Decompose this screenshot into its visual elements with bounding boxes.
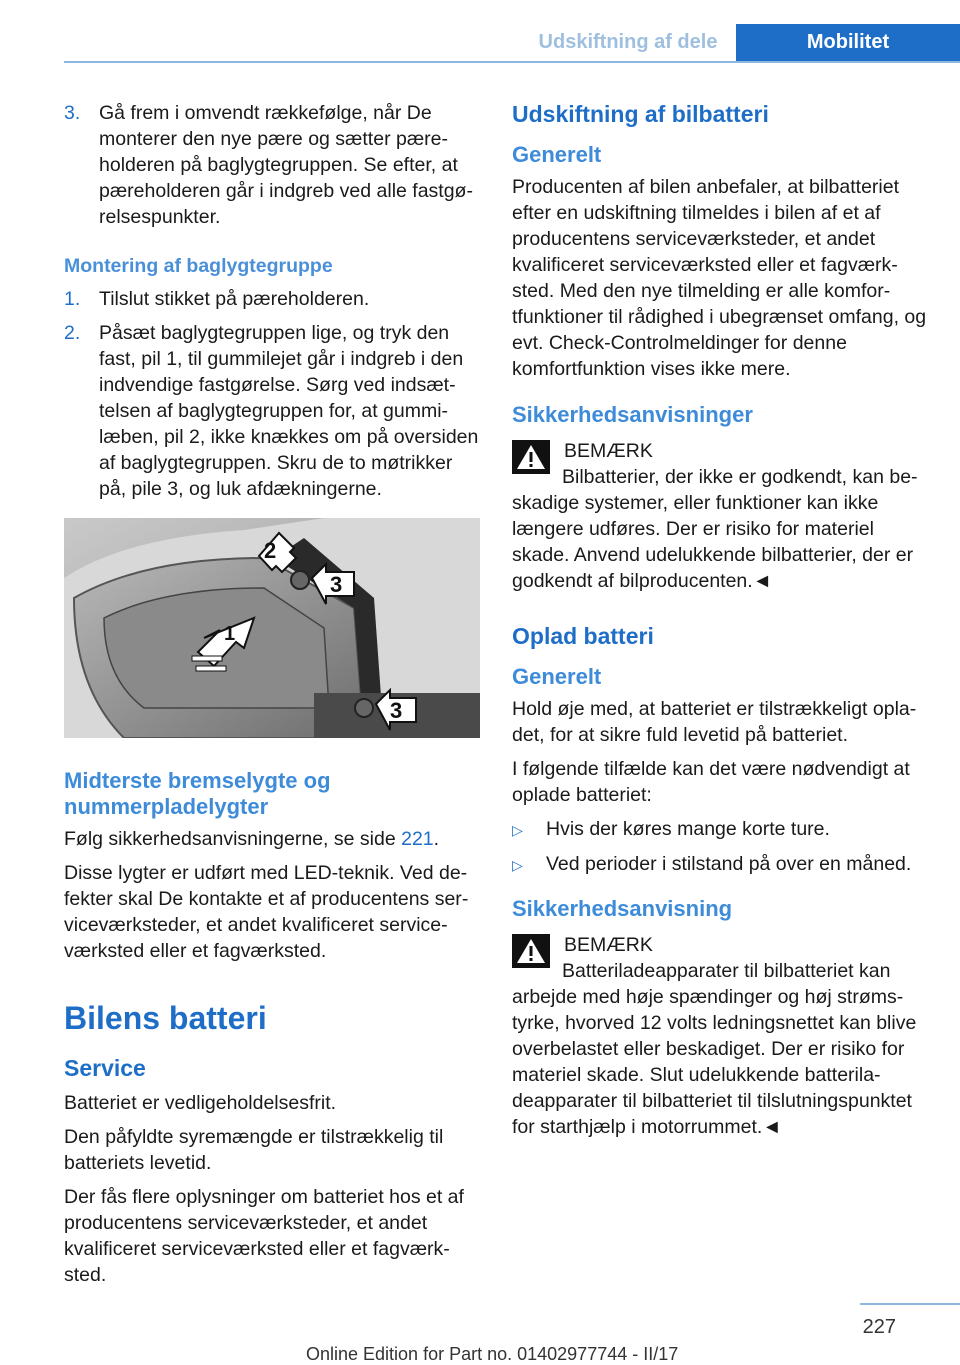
arrow-label-3: 3	[390, 698, 403, 723]
step-text: Gå frem i omvendt rækkefølge, når De monterer den nye pære og sætter pæreholderen på baglygtegruppen. Se efter, at pæreholderen går i indgreb ved alle fastgørelsespunkter.	[99, 102, 473, 228]
warning-label: BEMÆRK	[564, 934, 653, 956]
left-column	[64, 100, 480, 1296]
arrow-label-2: 2	[264, 538, 277, 563]
header-chapter-tab[interactable]: Mobilitet	[736, 24, 960, 61]
charge-battery-heading: Oplad batteri	[512, 623, 654, 649]
page-link[interactable]: 221	[401, 828, 434, 850]
safety-heading-2: Sikkerhedsanvisning	[512, 896, 733, 921]
step-number: 2.	[64, 322, 81, 344]
led-paragraph: Disse lygter er udført med LED-teknik. Ved defekter skal De kontakte et af producentens serviceværksteder, et andet kvalificeret serviceværksted eller et fagværksted.	[64, 862, 469, 962]
general-heading: Generelt	[512, 664, 602, 689]
bullet-triangle-icon: ▷	[512, 822, 523, 838]
service-paragraph: Der fås flere oplysninger om batteriet hos et af producentens serviceværksteder, et andet kvalificeret serviceværksted eller et fagværksted.	[64, 1186, 464, 1286]
service-paragraph: Den påfyldte syremængde er tilstrækkelig til batteriets levetid.	[64, 1126, 444, 1174]
service-paragraph: Batteriet er vedligeholdelsesfrit.	[64, 1092, 337, 1114]
step-text: Tilslut stikket på pæreholderen.	[99, 288, 370, 310]
arrow-label-3: 3	[330, 572, 343, 597]
step-number: 3.	[64, 102, 81, 124]
warning-triangle-icon	[512, 440, 550, 474]
list-item: ▷ Hvis der køres mange korte ture.	[512, 816, 928, 843]
tail-light-figure	[64, 518, 480, 738]
arrow-label-1: 1	[224, 623, 236, 645]
tail-light-illustration	[64, 518, 480, 738]
replace-battery-heading: Udskiftning af bilbatteri	[512, 101, 769, 127]
step-text: Påsæt baglygtegruppen lige, og tryk den fast, pil 1, til gummilejet går i indgreb i den indvendige fastgørelse. Sørg ved indsættelsen af baglygtegruppen for, at gummilæben, pil 2, ikke knækkes om på oversiden af baglygtegruppen. Skru de to møtrikker på, pile 3, og luk afdækningerne.	[99, 322, 479, 500]
right-column	[512, 100, 928, 1148]
edition-text: Online Edition for Part no. 01402977744 - II/17	[306, 1344, 679, 1364]
warning-text: Batteriladeapparater til bilbatteriet kan arbejde med høje spændinger og høj strømstyrke, hvorved 12 volts ledningsnettet kan blive overbelastet eller beskadiget. Der er risiko for materiel skade. Slut udelukkende batteriladeapparater til bilbatteriet til tilslutningspunktet for starthjælp i motorrummet.◄	[512, 960, 917, 1138]
warning-box	[512, 438, 928, 594]
list-item: ▷ Ved perioder i stilstand på over en måned.	[512, 851, 928, 878]
battery-title: Bilens batteri	[64, 1000, 267, 1036]
warning-box	[512, 932, 928, 1140]
step-item	[64, 320, 480, 502]
header-rule	[64, 61, 960, 63]
center-lights-heading: Midterste bremselygte og nummerpladelygter	[64, 768, 331, 819]
bullet-triangle-icon: ▷	[512, 857, 523, 873]
safety-reference: Følg sikkerhedsanvisningerne, se side 221.	[64, 828, 440, 850]
safety-heading: Sikkerhedsanvisninger	[512, 402, 753, 427]
service-heading: Service	[64, 1055, 146, 1081]
footer-rule	[860, 1303, 960, 1305]
mount-heading: Montering af baglygtegruppe	[64, 255, 333, 277]
warning-triangle-icon	[512, 934, 550, 968]
step-item	[64, 286, 480, 312]
charge-paragraph: Hold øje med, at batteriet er tilstrækkeligt opladet, for at sikre fuld levetid på batteriet.	[512, 698, 917, 746]
general-paragraph: Producenten af bilen anbefaler, at bilbatteriet efter en udskiftning tilmeldes i bilen af et af producentens serviceværksteder, et andet kvalificeret serviceværksted eller et fagværksted. Med den nye tilmelding er alle komfortfunktioner til rådighed i ubegrænset omfang, og evt. Check-Controlmeldinger for denne komfortfunktion vises ikke mere.	[512, 176, 927, 380]
header-section-label: Udskiftning af dele	[538, 31, 718, 53]
charge-paragraph: I følgende tilfælde kan det være nødvendigt at oplade batteriet:	[512, 758, 910, 806]
step-item	[64, 100, 480, 230]
step-number: 1.	[64, 288, 81, 310]
general-heading: Generelt	[512, 142, 602, 167]
warning-label: BEMÆRK	[564, 440, 653, 462]
warning-text: Bilbatterier, der ikke er godkendt, kan beskadige systemer, eller funktioner kan ikke længere udføres. Der er risiko for materiel skade. Anvend udelukkende bilbatterier, der er godkendt af bilproducenten.◄	[512, 466, 918, 592]
page-number: 227	[862, 1316, 896, 1338]
